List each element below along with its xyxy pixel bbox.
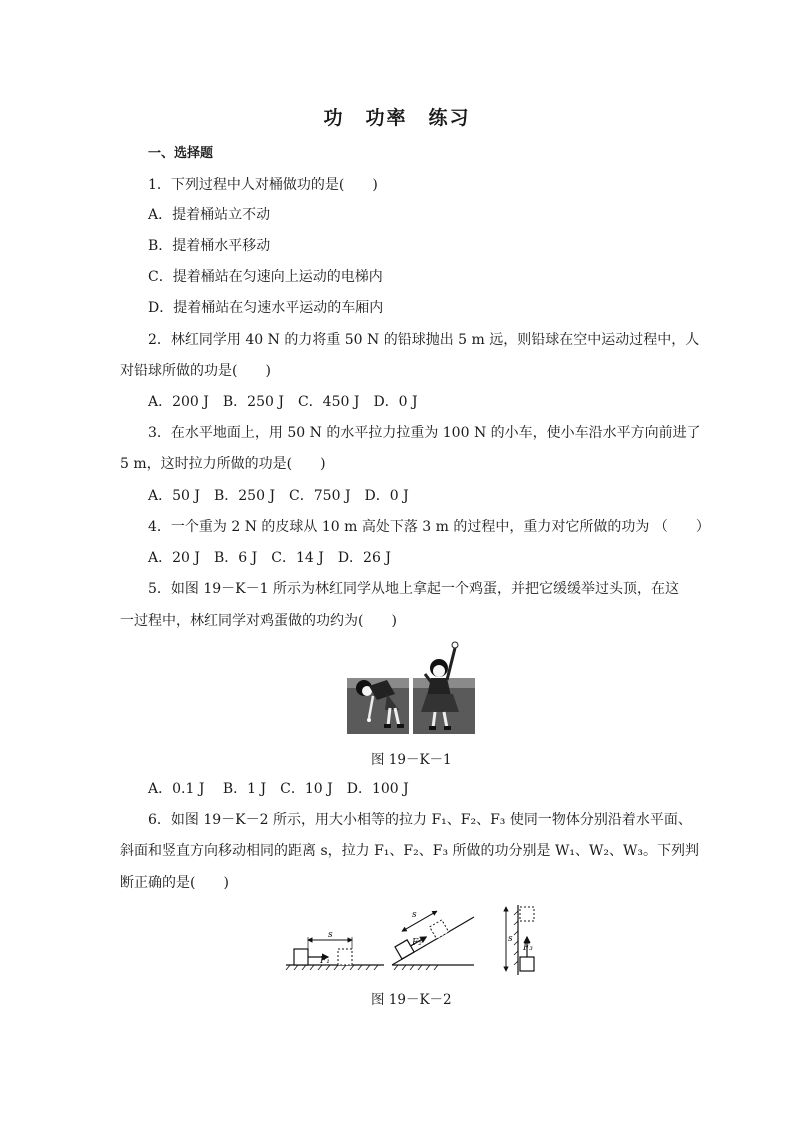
label-f2: F₂ [412,938,422,948]
page-title: 功 功率 练习 [323,107,471,129]
question-4-options: A．20 J B．6 J C．14 J D．26 J [148,550,391,566]
question-4-stem: 4．一个重为 2 N 的皮球从 10 m 高处下落 3 m 的过程中，重力对它所做的功为 （ ） [148,519,710,535]
question-1-option-c: C．提着桶站在匀速向上运动的电梯内 [148,269,383,285]
figure-2-caption: 图 19－K－2 [371,992,452,1008]
question-2-options: A．200 J B．250 J C．450 J D．0 J [148,394,418,410]
question-3-stem-line-1: 3．在水平地面上，用 50 N 的水平拉力拉重为 100 N 的小车，使小车沿水平方向前进了 [148,425,701,441]
question-5-stem-line-2: 一过程中，林红同学对鸡蛋做的功约为( ) [120,613,397,629]
panel-bending [347,638,409,734]
label-f1: F₁ [320,956,330,966]
question-2-stem-line-2: 对铅球所做的功是( ) [120,363,271,379]
question-6-stem-line-2: 斜面和竖直方向移动相同的距离 s，拉力 F₁、F₂、F₃ 所做的功分别是 W₁、W₂、W₃。下列判 [120,843,699,859]
question-2-stem-line-1: 2．林红同学用 40 N 的力将重 50 N 的铅球抛出 5 m 远，则铅球在空中运动过程中，人 [148,332,700,348]
question-1-stem: 1．下列过程中人对桶做功的是( ) [148,177,378,193]
question-1-option-b: B．提着桶水平移动 [148,238,271,254]
label-f3: F₃ [523,943,533,953]
figure-force-diagrams [284,903,544,979]
diagram-horizontal [286,930,384,970]
question-1-option-a: A．提着桶站立不动 [148,207,271,223]
diagram-vertical [506,905,534,975]
question-3-options: A．50 J B．250 J C．750 J D．0 J [148,488,409,504]
panel-raising [413,638,475,734]
label-s-vertical: s [508,934,513,944]
label-s-horizontal: s [328,930,333,940]
diagram-inclined [390,910,474,970]
question-6-stem-line-3: 断正确的是( ) [120,875,229,891]
question-3-stem-line-2: 5 m，这时拉力所做的功是( ) [120,456,326,472]
question-5-options: A．0.1 J B．1 J C．10 J D．100 J [148,781,409,797]
question-6-stem-line-1: 6．如图 19－K－2 所示，用大小相等的拉力 F₁、F₂、F₃ 使同一物体分别沿着水平面、 [148,812,692,828]
question-5-stem-line-1: 5．如图 19－K－1 所示为林红同学从地上拿起一个鸡蛋，并把它缓缓举过头顶，在这 [148,581,679,597]
question-1-option-d: D．提着桶站在匀速水平运动的车厢内 [148,300,384,316]
figure-girl-lifting-egg [347,638,475,734]
label-s-inclined: s [412,910,417,920]
section-heading: 一、选择题 [148,146,214,161]
figure-1-caption: 图 19－K－1 [371,752,452,768]
